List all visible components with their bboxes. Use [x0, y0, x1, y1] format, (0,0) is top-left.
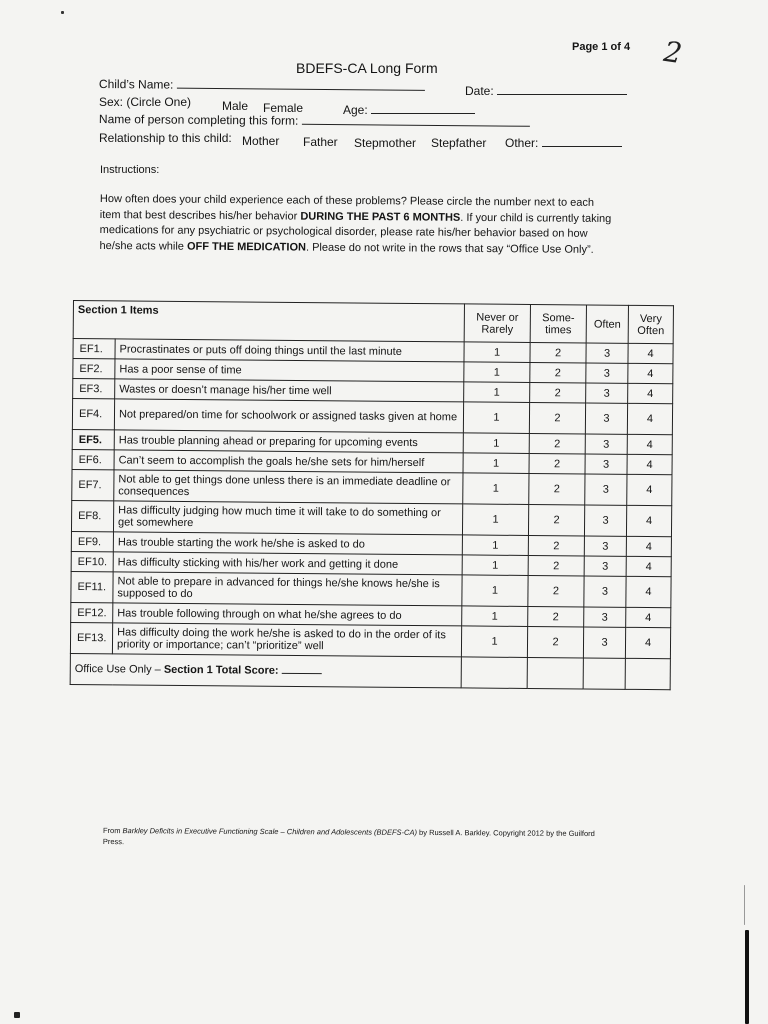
rating-very-often[interactable]: 4 [626, 536, 671, 556]
office-use-row [70, 653, 670, 689]
item-text: Procrastinates or puts off doing things until the last minute [115, 339, 464, 362]
rating-very-often[interactable]: 4 [627, 474, 672, 505]
office-use-blank [527, 657, 583, 688]
date-field[interactable] [465, 84, 627, 98]
page-number: Page 1 of 4 [572, 41, 631, 53]
section-1-label: Section 1 Items [73, 301, 464, 342]
rating-often[interactable]: 3 [584, 607, 626, 627]
section-1-table [70, 300, 674, 690]
rating-very-often[interactable]: 4 [627, 454, 672, 474]
rating-never-or-rarely[interactable]: 1 [462, 575, 528, 607]
item-id: EF11. [71, 571, 113, 602]
instructions-text: . Please do not write in the rows that say “Office Use Only”. [305, 241, 594, 256]
office-use-label: Office Use Only – [74, 663, 164, 676]
scan-edge-line [745, 930, 749, 1024]
item-id: EF8. [71, 500, 113, 531]
item-id: EF9. [71, 531, 113, 551]
total-score-line [282, 672, 322, 674]
instructions-paragraph [100, 192, 612, 258]
item-id: EF4. [72, 399, 114, 430]
rating-never-or-rarely[interactable]: 1 [464, 362, 530, 383]
rating-sometimes[interactable]: 2 [530, 362, 586, 382]
item-text: Has trouble starting the work he/she is asked to do [113, 532, 462, 555]
rating-never-or-rarely[interactable]: 1 [464, 382, 530, 403]
sex-option-female[interactable]: Female [263, 101, 304, 115]
rating-very-often[interactable]: 4 [626, 607, 671, 627]
rating-very-often[interactable]: 4 [628, 343, 673, 363]
copyright-footer [103, 825, 595, 850]
scan-edge-line [744, 885, 745, 925]
rating-never-or-rarely[interactable]: 1 [462, 606, 528, 627]
rating-very-often[interactable]: 4 [626, 505, 671, 536]
section-1-total-label: Section 1 Total Score: [163, 663, 279, 677]
rating-never-or-rarely[interactable]: 1 [462, 535, 528, 556]
item-text: Not prepared/on time for schoolwork or assigned tasks given at home [114, 399, 463, 433]
date-label: Date: [465, 84, 494, 98]
office-use-blank [583, 658, 625, 689]
rating-sometimes[interactable]: 2 [529, 433, 585, 453]
copyright-line-2: Press. [102, 836, 125, 847]
rating-often[interactable]: 3 [584, 556, 626, 576]
rating-never-or-rarely[interactable]: 1 [463, 433, 529, 454]
item-id: EF7. [72, 469, 114, 500]
item-id: EF12. [71, 602, 113, 622]
rating-sometimes[interactable]: 2 [528, 606, 584, 626]
item-text: Has a poor sense of time [115, 359, 464, 382]
instructions-heading: Instructions: [100, 164, 160, 176]
child-name-field[interactable] [99, 77, 425, 94]
item-text: Has difficulty sticking with his/her work and getting it done [113, 552, 462, 575]
person-completing-field[interactable] [99, 112, 530, 130]
instructions-emphasis-medication: OFF THE MEDICATION [186, 240, 307, 254]
relationship-field [99, 131, 232, 145]
office-use-blank [461, 657, 527, 689]
item-id: EF5. [72, 429, 114, 449]
copyright-prefix: From [102, 826, 123, 836]
column-often: Often [586, 305, 628, 343]
instructions-line-1: How often does your child experience each of these problems? Please circle the number next to each [99, 192, 595, 209]
instructions-line-4 [100, 238, 612, 258]
column-very-often: Very Often [628, 305, 673, 343]
person-completing-line [302, 123, 530, 127]
person-completing-label: Name of person completing this form: [98, 112, 299, 128]
copyright-scale-title: Barkley Deficits in Executive Functioning Scale – Children and Adolescents (BDEFS-CA) [122, 826, 418, 837]
item-text: Not able to prepare in advanced for things he/she knows he/she is supposed to do [113, 572, 462, 606]
relationship-option-stepfather[interactable]: Stepfather [431, 136, 487, 150]
item-text: Not able to get things done unless there is an immediate deadline or consequences [114, 470, 463, 504]
rating-very-often[interactable]: 4 [627, 434, 672, 454]
rating-sometimes[interactable]: 2 [530, 342, 586, 362]
instructions-text: . If your child is currently taking [460, 211, 612, 225]
rating-sometimes[interactable]: 2 [530, 382, 586, 402]
rating-very-often[interactable]: 4 [626, 576, 671, 607]
rating-very-often[interactable]: 4 [628, 363, 673, 383]
item-id: EF6. [72, 449, 114, 469]
rating-never-or-rarely[interactable]: 1 [463, 453, 529, 474]
rating-often[interactable]: 3 [586, 383, 628, 403]
rating-never-or-rarely[interactable]: 1 [463, 473, 529, 505]
rating-sometimes[interactable]: 2 [529, 402, 585, 433]
instructions-text: he/she acts while [99, 239, 188, 253]
relationship-option-father[interactable]: Father [303, 135, 338, 149]
sex-field [99, 95, 191, 109]
item-id: EF10. [71, 551, 113, 571]
item-id: EF3. [73, 379, 115, 399]
age-label: Age: [343, 103, 368, 117]
rating-often[interactable]: 3 [585, 454, 627, 474]
sex-option-male[interactable]: Male [222, 99, 249, 113]
relationship-other-label: Other: [505, 136, 539, 150]
rating-often[interactable]: 3 [583, 627, 625, 658]
child-name-label: Child’s Name: [98, 77, 174, 92]
date-line [497, 93, 627, 95]
rating-sometimes[interactable]: 2 [528, 535, 584, 555]
item-text: Has trouble following through on what he/she agrees to do [113, 603, 462, 626]
rating-never-or-rarely[interactable]: 1 [461, 626, 527, 658]
column-sometimes: Some- times [530, 304, 586, 342]
rating-never-or-rarely[interactable]: 1 [464, 342, 530, 363]
scan-speck [61, 11, 64, 14]
rating-sometimes[interactable]: 2 [527, 626, 583, 657]
rating-sometimes[interactable]: 2 [529, 473, 585, 504]
rating-very-often[interactable]: 4 [627, 403, 672, 434]
item-id: EF1. [73, 339, 115, 359]
copyright-rest: by Russell A. Barkley. Copyright 2012 by the Guilford [416, 827, 595, 839]
rating-very-often[interactable]: 4 [626, 556, 671, 576]
office-use-blank [625, 658, 670, 689]
item-text: Has trouble planning ahead or preparing for upcoming events [114, 430, 463, 453]
rating-sometimes[interactable]: 2 [528, 504, 584, 535]
relationship-other-line [542, 145, 622, 147]
rating-often[interactable]: 3 [585, 403, 627, 434]
sex-label: Sex: (Circle One) [99, 95, 192, 109]
rating-often[interactable]: 3 [586, 343, 628, 363]
rating-often[interactable]: 3 [585, 474, 627, 505]
relationship-other-field[interactable] [505, 136, 622, 150]
rating-often[interactable]: 3 [584, 505, 626, 536]
rating-very-often[interactable]: 4 [628, 383, 673, 403]
rating-very-often[interactable]: 4 [625, 627, 670, 658]
item-text: Has difficulty doing the work he/she is asked to do in the order of its priority or importance; can’t “prioritize” well [112, 623, 461, 657]
rating-never-or-rarely[interactable]: 1 [463, 402, 529, 434]
handwritten-mark: 2 [661, 34, 685, 71]
relationship-option-stepmother[interactable]: Stepmother [354, 136, 417, 150]
instructions-line-3: medications for any psychiatric or psychological disorder, please rate his/her behavior based on how [99, 223, 588, 240]
relationship-label: Relationship to this child: [99, 131, 232, 145]
table-header-row [73, 301, 673, 344]
instructions-emphasis-period: DURING THE PAST 6 MONTHS [300, 210, 461, 224]
item-text: Wastes or doesn’t manage his/her time well [115, 379, 464, 402]
rating-never-or-rarely[interactable]: 1 [462, 555, 528, 576]
rating-sometimes[interactable]: 2 [528, 555, 584, 575]
rating-never-or-rarely[interactable]: 1 [462, 504, 528, 536]
rating-often[interactable]: 3 [585, 434, 627, 454]
rating-sometimes[interactable]: 2 [529, 453, 585, 473]
scan-corner-mark [14, 1012, 20, 1018]
item-text: Can’t seem to accomplish the goals he/she sets for him/herself [114, 450, 463, 473]
column-never-or-rarely: Never or Rarely [464, 304, 530, 343]
child-name-line [177, 87, 425, 91]
item-id: EF13. [70, 622, 112, 653]
item-id: EF2. [73, 359, 115, 379]
rating-sometimes[interactable]: 2 [528, 575, 584, 606]
table-row [71, 500, 671, 536]
instructions-text: item that best describes his/her behavior [99, 208, 301, 223]
item-text: Has difficulty judging how much time it will take to do something or get somewhere [113, 501, 462, 535]
rating-often[interactable]: 3 [584, 576, 626, 607]
office-use-cell[interactable] [70, 653, 461, 687]
form-title: BDEFS-CA Long Form [296, 60, 438, 76]
rating-often[interactable]: 3 [586, 363, 628, 383]
rating-often[interactable]: 3 [584, 536, 626, 556]
relationship-option-mother[interactable]: Mother [242, 134, 280, 148]
